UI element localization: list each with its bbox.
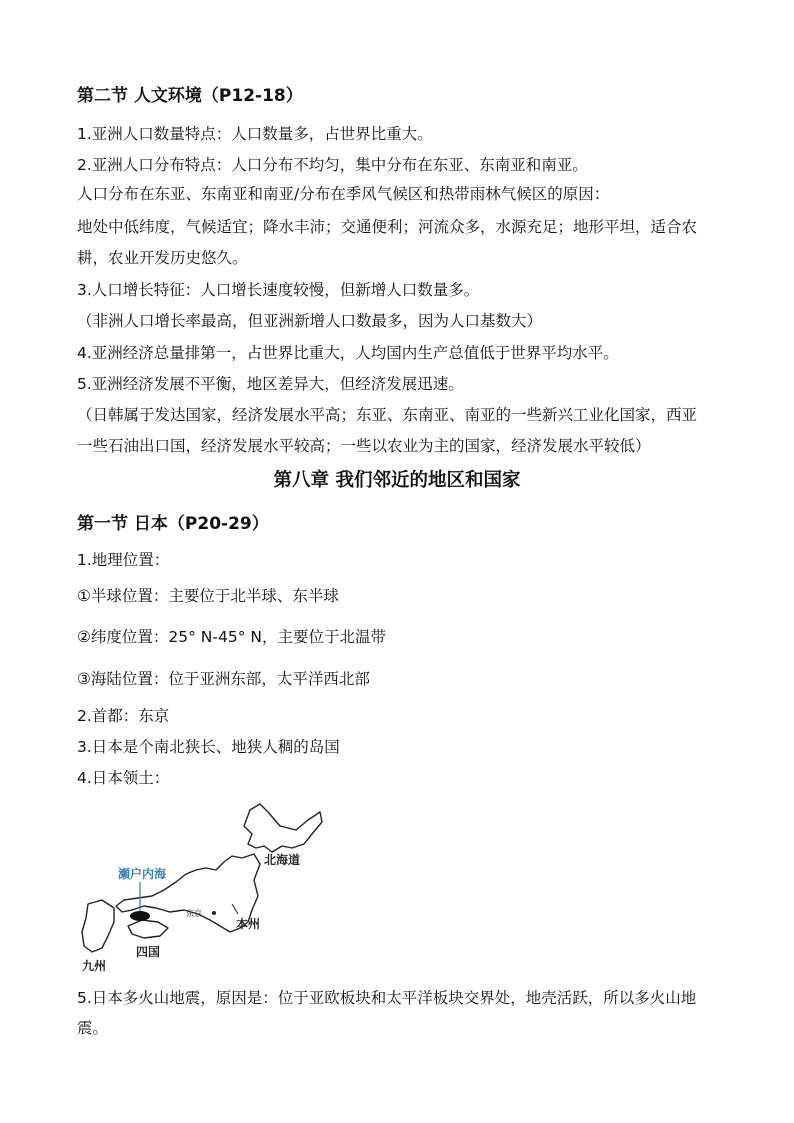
label-hokkaido: 北海道 xyxy=(264,853,301,867)
text-line: （非洲人口增长率最高，但亚洲新增人口数最多，因为人口基数大） xyxy=(77,312,543,330)
text-line: 人口分布在东亚、东南亚和南亚/分布在季风气候区和热带雨林气候区的原因： xyxy=(77,185,610,203)
label-honshu: 本州 xyxy=(236,917,261,931)
text-line: 5.亚洲经济发展不平衡，地区差异大，但经济发展迅速。 xyxy=(77,375,464,393)
shikoku-outline xyxy=(128,920,168,938)
honshu-leader-line xyxy=(232,904,238,914)
chapter-heading: 第八章 我们邻近的地区和国家 xyxy=(273,470,521,491)
kyushu-outline xyxy=(82,900,114,952)
text-line: 3.人口增长特征：人口增长速度较慢，但新增人口数量多。 xyxy=(77,281,480,299)
text-line: 2.亚洲人口分布特点：人口分布不均匀，集中分布在东亚、东南亚和南亚。 xyxy=(77,156,588,174)
text-line: 1.地理位置： xyxy=(77,551,170,569)
label-shikoku: 四国 xyxy=(136,945,161,959)
text-line: 耕，农业开发历史悠久。 xyxy=(77,249,248,267)
section-heading-japan: 第一节 日本（P20-29） xyxy=(77,514,269,534)
text-line: 地处中低纬度，气候适宜；降水丰沛；交通便利；河流众多，水源充足；地形平坦，适合农 xyxy=(77,218,698,236)
text-line: 4.日本领土： xyxy=(77,769,170,787)
text-line: ③海陆位置：位于亚洲东部，太平洋西北部 xyxy=(77,670,370,688)
japan-map xyxy=(72,800,342,978)
section-heading-human-environment: 第二节 人文环境（P12-18） xyxy=(77,86,303,106)
label-kyushu: 九州 xyxy=(82,959,107,973)
text-line: ②纬度位置：25° N-45° N，主要位于北温带 xyxy=(77,628,386,646)
tokyo-dot xyxy=(212,911,216,915)
text-line: 一些石油出口国，经济发展水平较高；一些以农业为主的国家，经济发展水平较低） xyxy=(77,437,651,455)
text-line: （日韩属于发达国家，经济发展水平高；东亚、东南亚、南亚的一些新兴工业化国家，西亚 xyxy=(77,406,698,424)
text-line: ①半球位置：主要位于北半球、东半球 xyxy=(77,587,339,605)
text-line: 2.首都：东京 xyxy=(77,707,170,725)
text-line: 震。 xyxy=(77,1019,109,1037)
seto-inland-sea-marker xyxy=(130,911,150,921)
label-tokyo: 东京 xyxy=(186,909,202,918)
text-line: 4.亚洲经济总量排第一，占世界比重大，人均国内生产总值低于世界平均水平。 xyxy=(77,344,619,362)
hokkaido-outline xyxy=(244,804,322,852)
text-line: 5.日本多火山地震，原因是：位于亚欧板块和太平洋板块交界处，地壳活跃，所以多火山地 xyxy=(77,989,697,1007)
text-line: 3.日本是个南北狭长、地狭人稠的岛国 xyxy=(77,738,340,756)
label-seto-inland-sea: 瀬户内海 xyxy=(118,867,167,881)
text-line: 1.亚洲人口数量特点：人口数量多，占世界比重大。 xyxy=(77,125,433,143)
